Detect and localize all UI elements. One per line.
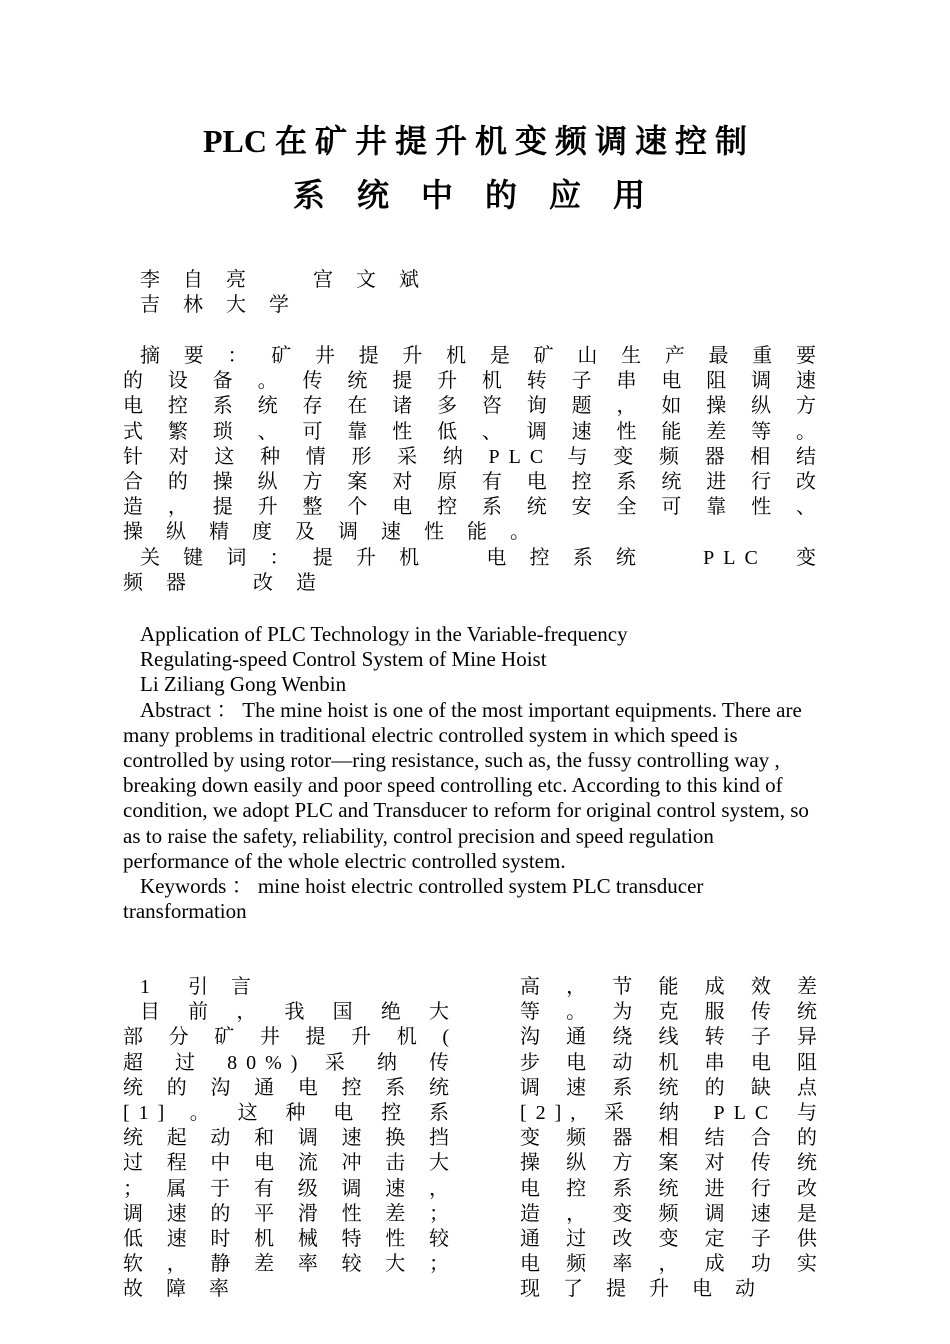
english-title-line-2: Regulating-speed Control System of Mine Hoist: [140, 647, 547, 672]
abstract-cn-label: 摘 要 ：: [140, 345, 257, 367]
english-abstract-text: The mine hoist is one of the most important equipments. There are many problems in traditional electric controlled system in which speed is controlled by using rotor—ring resistance, such as, the fussy controlling way , breaking down easily and poor speed controlling etc. According to this kind of condition, we adopt PLC and Transducer to reform for original control system, so as to raise the safety, reliability, control precision and speed regulation performance of the whole electric controlled system.: [123, 697, 809, 873]
section1-right-column: [520, 975, 826, 1303]
section1-left-column: [123, 975, 458, 1303]
section1-heading: 1 引 言: [140, 976, 260, 998]
author-block: [123, 268, 842, 318]
english-title-line-1: Application of PLC Technology in the Variable-frequency: [140, 622, 628, 646]
english-abstract: [123, 698, 825, 874]
author-affiliation: 吉 林 大 学: [140, 294, 298, 317]
english-abstract-label: Abstract ：: [140, 697, 238, 722]
section1-left-text: 目 前 ， 我 国 绝 大 部 分 矿 井 提 升 机 ( 超 过 80%) 采 纳 传 统 的 沟 通 电 控 系 统 [1] 。 这 种 电 控 系 统 起 动 和 调 速 换 挡 过 程 中 电 流 冲 击 大 ； 属 于 有 级 调 速 ， 调 速 的 平 滑 性 差 ； 低 速 时 机 械 特 性 较 软 ， 静 差 率 较 大 ； 故 障 率: [123, 1001, 458, 1301]
title-line-2: 系 统 中 的 应 用: [292, 177, 657, 213]
keywords-cn: [123, 546, 825, 596]
section1-right-text: 高 ， 节 能 成 效 差 等 。 为 克 服 传 统 沟 通 绕 线 转 子 异 步 电 动 机 串 电 阻 调 速 系 统 的 缺 点 [2], 采 纳 PLC 与 变 频 器 相 结 合 的 操 纵 方 案 对 传 统 电 控 系 统 进 行 改 造 ， 变 频 调 速 是 通 过 改 变 定 子 供 电 频 率 ， 成 功 实 现 了 提 升 电 动: [520, 976, 826, 1301]
english-keywords: [123, 874, 825, 924]
abstract-cn: [123, 344, 825, 596]
english-keywords-text: mine hoist electric controlled system PLC transducer transformation: [123, 874, 704, 924]
keywords-cn-label: 关 键 词 ：: [140, 546, 299, 569]
abstract-cn-paragraph: [123, 344, 825, 546]
paper-title: [100, 114, 850, 222]
english-block: [123, 622, 825, 924]
english-authors: Li Ziliang Gong Wenbin: [140, 672, 347, 697]
abstract-cn-text: 矿 井 提 升 机 是 矿 山 生 产 最 重 要 的 设 备 。 传 统 提 升 机 转 子 串 电 阻 调 速 电 控 系 统 存 在 诸 多 咨 询 题 ， 如 操 纵 方 式 繁 琐 、 可 靠 性 低 、 调 速 性 能 差 等 。 针 对 这 种 情 形 采 纳 PLC 与 变 频 器 相 结 合 的 操 纵 方 案 对 原 有 电 控 系 统 进 行 改 造 ， 提 升 整 个 电 控 系 统 安 全 可 靠 性 、 操 纵 精 度 及 调 速 性 能 。: [123, 345, 826, 544]
keywords-cn-text: 提 升 机 电 控 系 统 PLC 变 频 器 改 造: [123, 546, 825, 594]
author-names: 李 自 亮 宫 文 斌: [140, 269, 428, 291]
english-keywords-label: Keywords ：: [140, 874, 253, 899]
title-line-1: PLC 在 矿 井 提 升 机 变 频 调 速 控 制: [202, 123, 747, 159]
